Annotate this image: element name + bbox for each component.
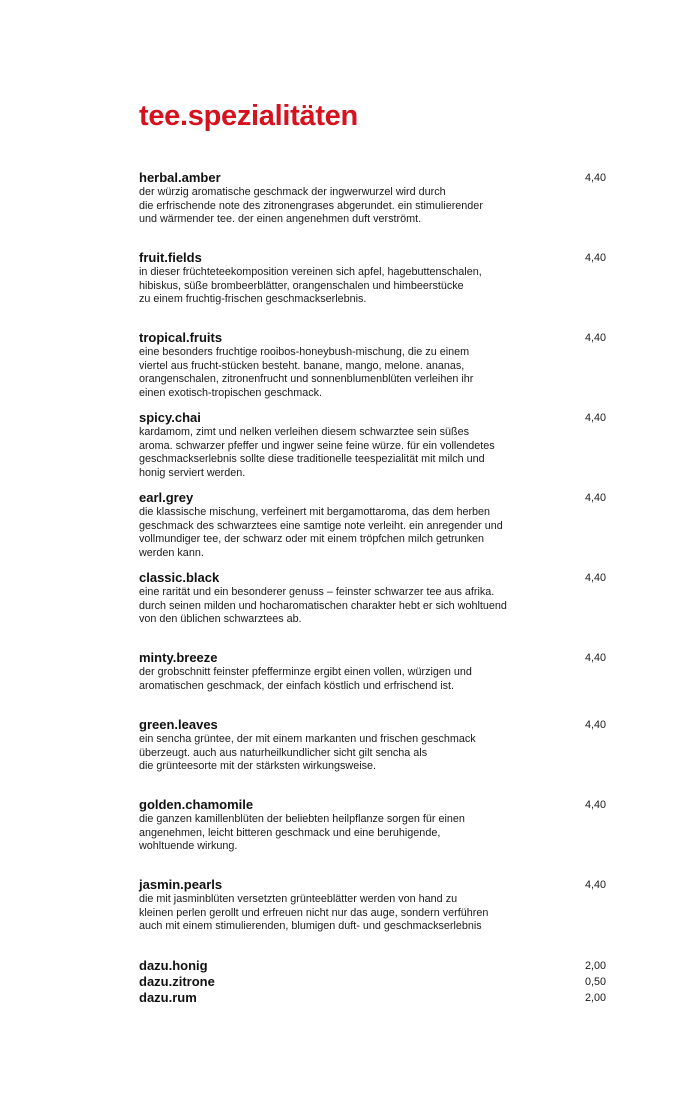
extra-item-honig xyxy=(139,958,607,974)
item-price: 4,40 xyxy=(584,332,606,344)
page-title: tee.spezialitäten xyxy=(139,100,358,132)
item-price: 4,40 xyxy=(584,879,606,891)
extras-list xyxy=(139,958,607,1006)
menu-item-jasmin-pearls xyxy=(139,877,607,934)
item-price: 4,40 xyxy=(584,572,606,584)
menu-item-tropical-fruits xyxy=(139,330,607,401)
extra-item-rum xyxy=(139,990,607,1006)
item-name: golden.chamomile xyxy=(139,797,254,812)
item-name: herbal.amber xyxy=(139,170,221,185)
item-price: 4,40 xyxy=(584,412,606,424)
item-name: minty.breeze xyxy=(139,650,218,665)
menu-item-minty-breeze xyxy=(139,650,607,693)
menu-item-earl-grey xyxy=(139,490,607,561)
item-description: die ganzen kamillenblüten der beliebten heilpflanze sorgen für einen angenehmen, leicht bitteren geschmack und eine beruhigende, wohltuende wirkung. xyxy=(139,813,465,853)
item-name: classic.black xyxy=(139,570,220,585)
extra-name: dazu.honig xyxy=(139,958,208,973)
item-name: jasmin.pearls xyxy=(139,877,223,892)
item-description: kardamom, zimt und nelken verleihen diesem schwarztee sein süßes aroma. schwarzer pfeffer und ingwer seine feine würze. für ein vollendetes geschmackserlebnis sollte diese traditionelle teespezialität mit milch und honig serviert werden. xyxy=(139,426,495,480)
item-description: ein sencha grüntee, der mit einem markanten und frischen geschmack überzeugt. auch aus naturheilkundlicher sicht gilt sencha als die grünteesorte mit der stärksten wirkungsweise. xyxy=(139,733,476,773)
menu-item-fruit-fields xyxy=(139,250,607,307)
extra-name: dazu.rum xyxy=(139,990,197,1005)
extra-name: dazu.zitrone xyxy=(139,974,215,989)
item-price: 4,40 xyxy=(584,652,606,664)
extra-item-zitrone xyxy=(139,974,607,990)
menu-item-herbal-amber xyxy=(139,170,607,227)
item-description: der grobschnitt feinster pfefferminze ergibt einen vollen, würzigen und aromatischen geschmack, der einfach köstlich und erfrischend ist. xyxy=(139,666,472,692)
menu-item-classic-black xyxy=(139,570,607,627)
item-price: 4,40 xyxy=(584,719,606,731)
item-description: der würzig aromatische geschmack der ingwerwurzel wird durch die erfrischende note des zitronengrases abgerundet. ein stimulierender und wärmender tee. der einen angenehmen duft verströmt. xyxy=(139,186,483,226)
menu-item-spicy-chai xyxy=(139,410,607,481)
extra-price: 0,50 xyxy=(584,976,606,988)
item-price: 4,40 xyxy=(584,799,606,811)
item-name: green.leaves xyxy=(139,717,218,732)
extra-price: 2,00 xyxy=(584,960,606,972)
menu-item-green-leaves xyxy=(139,717,607,774)
menu-item-golden-chamomile xyxy=(139,797,607,854)
item-description: eine besonders fruchtige rooibos-honeybush-mischung, die zu einem viertel aus frucht-stücken besteht. banane, mango, melone. ananas, orangenschalen, zitronenfrucht und sonnenblumenblüten verleihen ihr einen exotisch-tropischen geschmack. xyxy=(139,346,474,400)
item-name: earl.grey xyxy=(139,490,194,505)
item-price: 4,40 xyxy=(584,172,606,184)
item-description: eine rarität und ein besonderer genuss – feinster schwarzer tee aus afrika. durch seinen milden und hocharomatischen charakter hebt er sich wohltuend von den üblichen schwarztees ab. xyxy=(139,586,507,626)
item-description: die klassische mischung, verfeinert mit bergamottaroma, das dem herben geschmack des schwarztees eine samtige note verleiht. ein anregender und vollmundiger tee, der schwarz oder mit einem tröpfchen milch getrunken werden kann. xyxy=(139,506,503,560)
item-price: 4,40 xyxy=(584,252,606,264)
item-name: spicy.chai xyxy=(139,410,201,425)
extra-price: 2,00 xyxy=(584,992,606,1004)
item-description: die mit jasminblüten versetzten grünteeblätter werden von hand zu kleinen perlen gerollt und erfreuen nicht nur das auge, sondern verführen auch mit einem stimulierenden, blumigen duft- und geschmackserlebnis xyxy=(139,893,489,933)
item-name: fruit.fields xyxy=(139,250,202,265)
item-price: 4,40 xyxy=(584,492,606,504)
item-description: in dieser früchteteekomposition vereinen sich apfel, hagebuttenschalen, hibiskus, süße brombeerblätter, orangenschalen und himbeerstücke zu einem fruchtig-frischen geschmackserlebnis. xyxy=(139,266,482,306)
item-name: tropical.fruits xyxy=(139,330,223,345)
